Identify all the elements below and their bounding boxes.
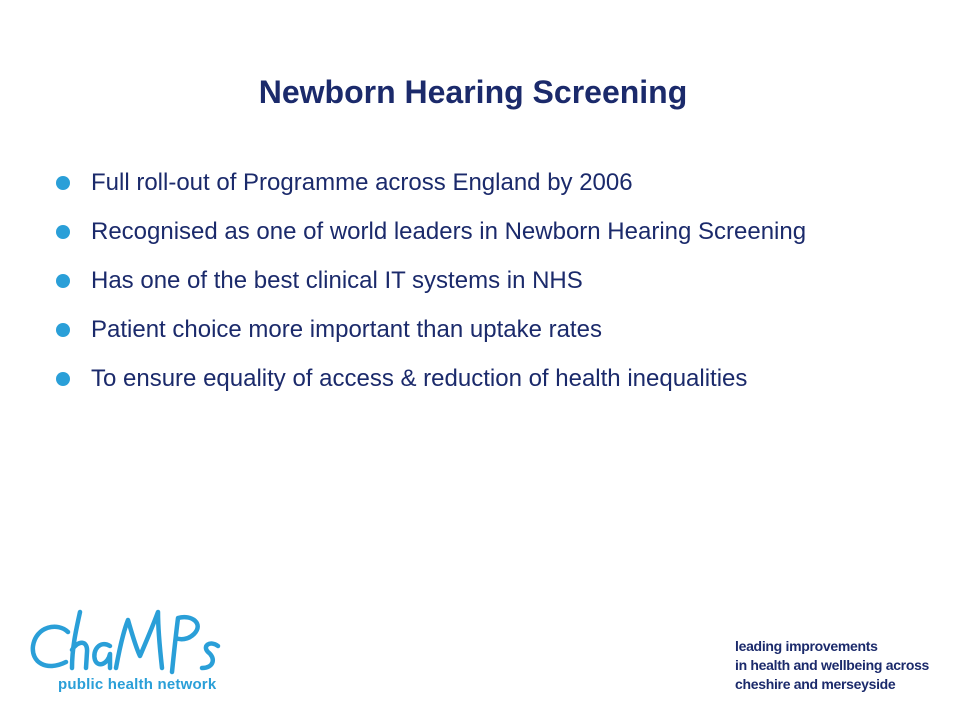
bullet-item [56, 364, 916, 393]
bullet-dot-icon [56, 274, 70, 288]
bullet-item [56, 217, 916, 246]
bullet-dot-icon [56, 225, 70, 239]
bullet-text: To ensure equality of access & reduction of health inequalities [91, 365, 748, 392]
bullet-item [56, 266, 916, 295]
logo-caption: public health network [58, 676, 217, 693]
bullet-dot-icon [56, 176, 70, 190]
tagline-line: cheshire and merseyside [735, 676, 896, 692]
bullet-dot-icon [56, 372, 70, 386]
slide-title: Newborn Hearing Screening [258, 74, 688, 110]
bullet-text: Recognised as one of world leaders in Newborn Hearing Screening [91, 218, 807, 245]
bullet-text: Patient choice more important than uptake rates [91, 316, 602, 343]
bullet-list [56, 168, 916, 413]
bullet-dot-icon [56, 323, 70, 337]
bullet-text: Has one of the best clinical IT systems in NHS [91, 267, 583, 294]
bullet-text: Full roll-out of Programme across England by 2006 [91, 169, 633, 196]
tagline [735, 637, 955, 694]
tagline-line: leading improvements [735, 638, 878, 654]
tagline-line: in health and wellbeing across [735, 657, 930, 673]
bullet-item [56, 168, 916, 197]
bullet-item [56, 315, 916, 344]
